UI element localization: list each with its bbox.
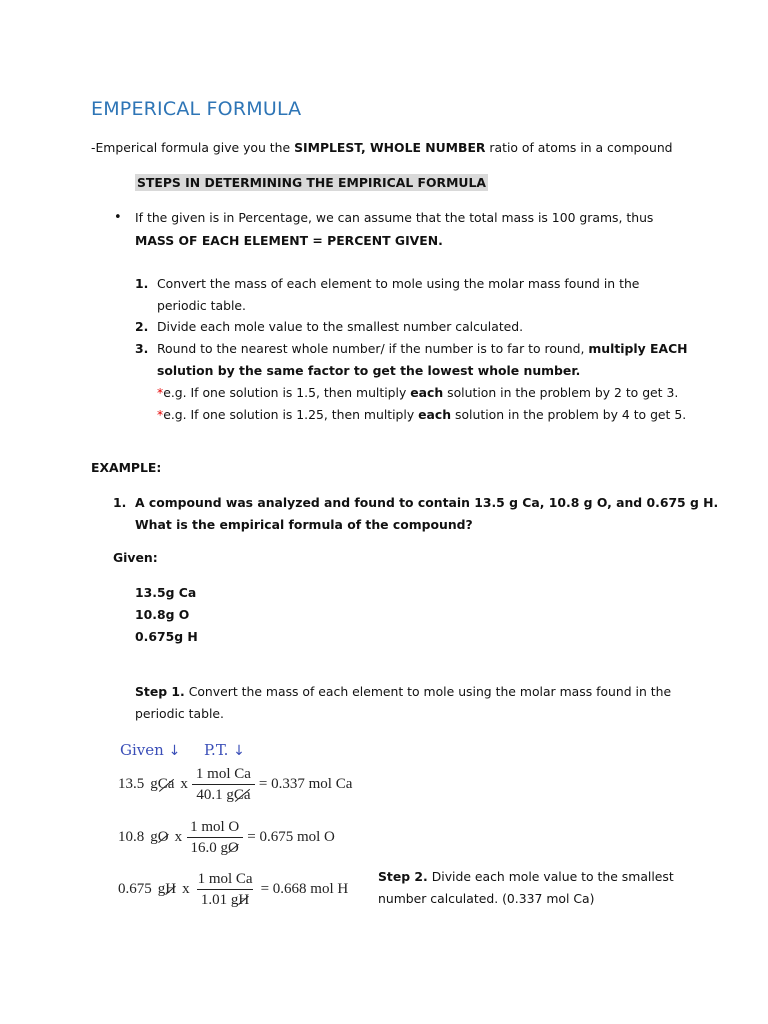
eq-numerator: 1 mol Ca <box>195 766 251 782</box>
step1-label: Step 1. <box>135 684 185 699</box>
pt-hand-label <box>204 740 245 761</box>
step1-line2: periodic table. <box>135 706 224 721</box>
down-arrow-icon: ↓ <box>168 743 181 759</box>
note-bold: each <box>410 385 444 400</box>
intro-text <box>91 139 673 157</box>
intro-prefix: -Emperical formula give you the <box>91 140 295 155</box>
steps-heading <box>135 174 488 192</box>
eq-denominator <box>197 889 253 909</box>
intro-bold: SIMPLEST, WHOLE NUMBER <box>294 140 486 155</box>
eq-den-unit: g <box>226 787 234 803</box>
eq-mass: 10.8 <box>118 829 145 845</box>
eq-times: x <box>174 829 183 845</box>
page-title: EMPERICAL FORMULA <box>91 98 302 120</box>
example-note-1 <box>157 384 678 402</box>
equation-h <box>118 870 348 909</box>
pt-hand-text: P.T. <box>204 741 229 759</box>
step-item-1-cont: periodic table. <box>157 298 246 313</box>
eq-mass: 13.5 <box>118 776 145 792</box>
step1-text: Convert the mass of each element to mole using the molar mass found in the <box>184 684 672 699</box>
problem-line1 <box>113 494 718 512</box>
step-item-3-cont: solution by the same factor to get the lowest whole number. <box>157 363 581 378</box>
eq-den-element: Ca <box>233 787 251 803</box>
down-arrow-icon: ↓ <box>233 743 245 759</box>
eq-element: Ca <box>157 776 175 792</box>
eq-result: = 0.675 mol O <box>247 829 335 845</box>
eq-numerator: 1 mol Ca <box>197 871 253 887</box>
eq-fraction <box>194 870 257 909</box>
bullet-line1: If the given is in Percentage, we can assume that the total mass is 100 grams, thus <box>135 210 654 225</box>
problem-number: 1. <box>113 495 127 510</box>
example-label: EXAMPLE: <box>91 460 162 475</box>
eq-fraction <box>192 765 255 804</box>
note-text: solution in the problem by 4 to get 5. <box>451 407 687 422</box>
note-text: e.g. If one solution is 1.25, then multiply <box>163 407 419 422</box>
step2-label: Step 2. <box>378 869 428 884</box>
note-text: e.g. If one solution is 1.5, then multiply <box>163 385 411 400</box>
eq-mass: 0.675 <box>118 881 152 897</box>
intro-suffix: ratio of atoms in a compound <box>485 140 673 155</box>
equation-o <box>118 818 335 857</box>
problem-line2: What is the empirical formula of the compound? <box>135 517 473 532</box>
eq-denominator <box>187 837 243 857</box>
eq-times: x <box>180 776 188 792</box>
eq-den-element: O <box>228 840 239 856</box>
step-item-2 <box>135 318 523 336</box>
step2-text: Divide each mole value to the smallest <box>427 869 674 884</box>
step-text: Convert the mass of each element to mole using the molar mass found in the <box>157 276 640 291</box>
step-item-3 <box>135 340 688 358</box>
eq-den-element: H <box>238 892 250 908</box>
step-item-1 <box>135 275 639 293</box>
eq-result: = 0.337 mol Ca <box>258 776 353 792</box>
bullet-line2: MASS OF EACH ELEMENT = PERCENT GIVEN. <box>135 233 443 248</box>
eq-unit: g <box>157 881 166 897</box>
step-number: 1. <box>135 276 149 291</box>
step2-line1 <box>378 868 674 886</box>
eq-unit: g <box>150 829 158 845</box>
asterisk: * <box>157 407 164 422</box>
eq-numerator: 1 mol O <box>190 819 240 835</box>
problem-text: A compound was analyzed and found to contain 13.5 g Ca, 10.8 g O, and 0.675 g H. <box>135 495 719 510</box>
asterisk: * <box>157 385 164 400</box>
given-value: 0.675g H <box>135 629 198 644</box>
given-label: Given: <box>113 550 158 565</box>
eq-den-unit: g <box>230 892 239 908</box>
eq-denominator <box>192 784 254 804</box>
eq-den-value: 40.1 <box>196 787 223 803</box>
example-note-2 <box>157 406 686 424</box>
note-bold: each <box>418 407 452 422</box>
steps-heading-text: STEPS IN DETERMINING THE EMPIRICAL FORMULA <box>137 175 486 190</box>
given-hand-text: Given <box>120 741 164 759</box>
given-value: 13.5g Ca <box>135 585 197 600</box>
step1-line1 <box>135 683 671 701</box>
step-number: 3. <box>135 341 149 356</box>
eq-den-unit: g <box>220 840 228 856</box>
step-text: Round to the nearest whole number/ if the number is to far to round, <box>157 341 589 356</box>
note-text: solution in the problem by 2 to get 3. <box>443 385 679 400</box>
step-number: 2. <box>135 319 149 334</box>
eq-den-value: 1.01 <box>200 892 228 908</box>
eq-times: x <box>182 881 190 897</box>
eq-element: H <box>165 881 177 897</box>
eq-fraction <box>186 818 243 857</box>
eq-result: = 0.668 mol H <box>260 881 349 897</box>
given-value: 10.8g O <box>135 607 190 622</box>
eq-unit: g <box>150 776 158 792</box>
step2-line2: number calculated. (0.337 mol Ca) <box>378 891 595 906</box>
bullet-icon: • <box>114 210 122 225</box>
step-text-bold: multiply EACH <box>588 341 688 356</box>
step-text: Divide each mole value to the smallest number calculated. <box>157 319 524 334</box>
given-hand-label <box>120 740 180 761</box>
eq-element: O <box>157 829 169 845</box>
equation-ca <box>118 765 352 804</box>
eq-den-value: 16.0 <box>190 840 217 856</box>
